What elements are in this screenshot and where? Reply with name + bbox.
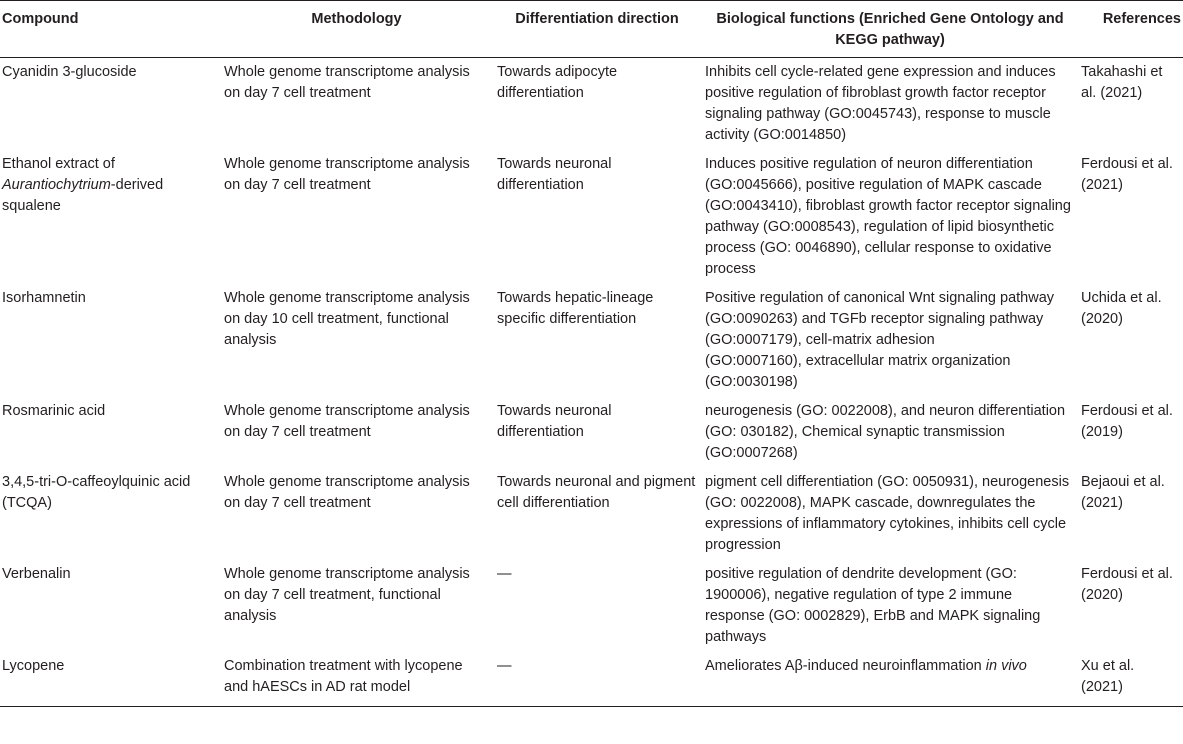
cell-reference: Ferdousi et al. (2021) bbox=[1081, 156, 1173, 193]
cell-reference: Uchida et al. (2020) bbox=[1081, 290, 1162, 327]
cell-reference: Ferdousi et al. (2019) bbox=[1081, 403, 1173, 440]
cell-reference: Ferdousi et al. (2020) bbox=[1081, 566, 1173, 603]
cell-methodology: Whole genome transcriptome analysis on day 7 cell treatment, functional analysis bbox=[224, 566, 470, 624]
cell-direction: — bbox=[493, 652, 701, 707]
cell-compound: Cyanidin 3-glucoside bbox=[2, 64, 137, 80]
cell-methodology: Whole genome transcriptome analysis on day 7 cell treatment bbox=[224, 403, 470, 440]
functions-text-continued: (GO:0007160), extracellular matrix organization (GO:0030198) bbox=[705, 353, 1011, 390]
cell-direction: Towards neuronal and pigment cell differentiation bbox=[497, 474, 696, 511]
cell-compound: 3,4,5-tri-O-caffeoylquinic acid (TCQA) bbox=[2, 474, 191, 511]
cell-functions bbox=[701, 284, 1079, 397]
cell-functions: Induces positive regulation of neuron differentiation (GO:0045666), positive regulation of MAPK cascade (GO:0043410), fibroblast growth factor receptor signaling pathway (GO:0008543), regulation of lipid biosynthetic process (GO: 0046890), cellular response to oxidative process bbox=[705, 156, 1071, 277]
header-direction: Differentiation direction bbox=[493, 1, 701, 58]
table-row bbox=[0, 397, 1183, 468]
cell-functions: positive regulation of dendrite development (GO: 1900006), negative regulation of type 2 immune response (GO: 0002829), ErbB and MAPK signaling pathways bbox=[705, 566, 1041, 645]
functions-text: Ameliorates Aβ-induced neuroinflammation bbox=[705, 658, 986, 674]
header-methodology: Methodology bbox=[216, 1, 493, 58]
table-row bbox=[0, 468, 1183, 560]
functions-italic-text: in vivo bbox=[985, 658, 1027, 674]
cell-functions: pigment cell differentiation (GO: 0050931), neurogenesis (GO: 0022008), MAPK cascade, downregulates the expressions of inflammatory cytokines, inhibits cell cycle progression bbox=[705, 474, 1070, 553]
cell-direction: Towards adipocyte differentiation bbox=[497, 64, 618, 101]
cell-direction: — bbox=[497, 566, 512, 582]
cell-methodology: Whole genome transcriptome analysis on day 7 cell treatment bbox=[224, 64, 470, 101]
header-references: References bbox=[1079, 1, 1183, 58]
cell-reference: Takahashi et al. (2021) bbox=[1081, 64, 1163, 101]
cell-functions bbox=[701, 652, 1079, 707]
cell-direction: Towards neuronal differentiation bbox=[497, 156, 612, 193]
cell-methodology: Whole genome transcriptome analysis on day 7 cell treatment bbox=[224, 474, 470, 511]
cell-compound: Verbenalin bbox=[2, 566, 71, 582]
cell-compound: Isorhamnetin bbox=[2, 290, 86, 306]
compound-text: Ethanol extract of bbox=[2, 156, 115, 172]
cell-direction: Towards neuronal differentiation bbox=[497, 403, 612, 440]
table-row bbox=[0, 284, 1183, 397]
cell-methodology: Combination treatment with lycopene and hAESCs in AD rat model bbox=[216, 652, 493, 707]
compound-italic-text: Aurantiochytrium bbox=[2, 177, 111, 193]
functions-text: Positive regulation of canonical Wnt signaling pathway (GO:0090263) and TGFb receptor signaling pathway (GO:0007179), cell-matrix adhesion bbox=[705, 290, 1055, 348]
header-row bbox=[0, 1, 1183, 58]
cell-methodology: Whole genome transcriptome analysis on day 10 cell treatment, functional analysis bbox=[224, 290, 470, 348]
cell-reference: Xu et al. (2021) bbox=[1079, 652, 1183, 707]
cell-compound bbox=[0, 150, 216, 284]
table-row bbox=[0, 560, 1183, 652]
cell-methodology: Whole genome transcriptome analysis on day 7 cell treatment bbox=[224, 156, 470, 193]
table-row bbox=[0, 58, 1183, 151]
cell-functions: Inhibits cell cycle-related gene expression and induces positive regulation of fibroblast growth factor receptor signaling pathway (GO:0045743), response to muscle activity (GO:0014850) bbox=[705, 64, 1056, 143]
cell-reference: Bejaoui et al. (2021) bbox=[1081, 474, 1165, 511]
header-compound: Compound bbox=[0, 1, 216, 58]
cell-direction: Towards hepatic-lineage specific differentiation bbox=[497, 290, 654, 327]
table-row bbox=[0, 150, 1183, 284]
cell-compound: Rosmarinic acid bbox=[2, 403, 106, 419]
cell-functions: neurogenesis (GO: 0022008), and neuron differentiation (GO: 030182), Chemical synaptic transmission (GO:0007268) bbox=[705, 403, 1066, 461]
table-row bbox=[0, 652, 1183, 707]
cell-compound: Lycopene bbox=[0, 652, 216, 707]
compound-text-suffix: -derived squalene bbox=[2, 177, 164, 214]
header-functions: Biological functions (Enriched Gene Ontology and KEGG pathway) bbox=[701, 1, 1079, 58]
